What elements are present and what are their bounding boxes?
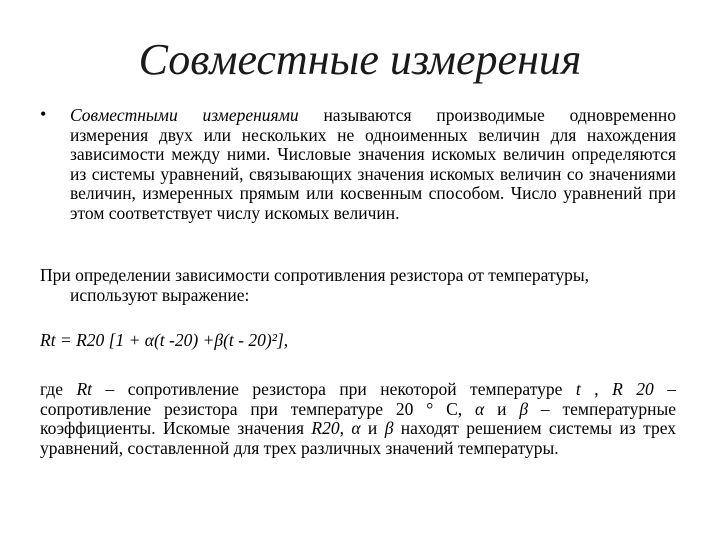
- resistance-formula: Rt = R20 [1 + α(t -20) +β(t - 20)²],: [40, 330, 289, 350]
- bullet-marker: •: [40, 104, 47, 124]
- explanation-text: ,: [580, 379, 613, 399]
- usage-paragraph: [40, 266, 676, 305]
- symbol-t: t: [575, 379, 581, 399]
- symbol-r20: R20: [311, 418, 340, 438]
- explanation-text: – сопротивление резистора при некоторой температуре: [92, 379, 576, 399]
- slide-title: Совместные измерения: [138, 35, 582, 84]
- explanation-text: где: [40, 379, 77, 399]
- explanation-text: и: [360, 418, 385, 438]
- symbol-beta: β: [519, 398, 529, 419]
- symbol-alpha: α: [351, 418, 361, 438]
- defined-term: Совместными измерениями: [70, 105, 299, 125]
- explanation-text: и: [484, 398, 520, 419]
- explanation-paragraph: [40, 380, 676, 458]
- definition-paragraph: [70, 106, 676, 223]
- symbol-rt: Rt: [76, 379, 93, 399]
- symbol-beta: β: [384, 418, 394, 438]
- explanation-text: находят решением системы из трех уравнений, составленной для трех различных значений температуры.: [40, 418, 676, 458]
- explanation-text: ,: [339, 418, 352, 438]
- explanation-text: – сопротивление резистора при температуре 20 ° С,: [40, 379, 676, 419]
- usage-line-1: При определении зависимости сопротивления резистора от температуры,: [40, 265, 589, 285]
- usage-line-2: используют выражение:: [70, 284, 250, 305]
- symbol-alpha: α: [475, 398, 485, 419]
- definition-text: называются производимые одновременно измерения двух или нескольких не одноименных величин для нахождения зависимости между ними. Числовые значения искомых величин определяются из системы уравнений, связывающих значения искомых величин со значениями величин, измеренных прямым или косвенным способом. Число уравнений при этом соответствует числу искомых величин.: [70, 105, 676, 223]
- explanation-text: – температурные коэффициенты. Искомые значения: [40, 398, 676, 438]
- symbol-r20: R 20: [612, 379, 654, 399]
